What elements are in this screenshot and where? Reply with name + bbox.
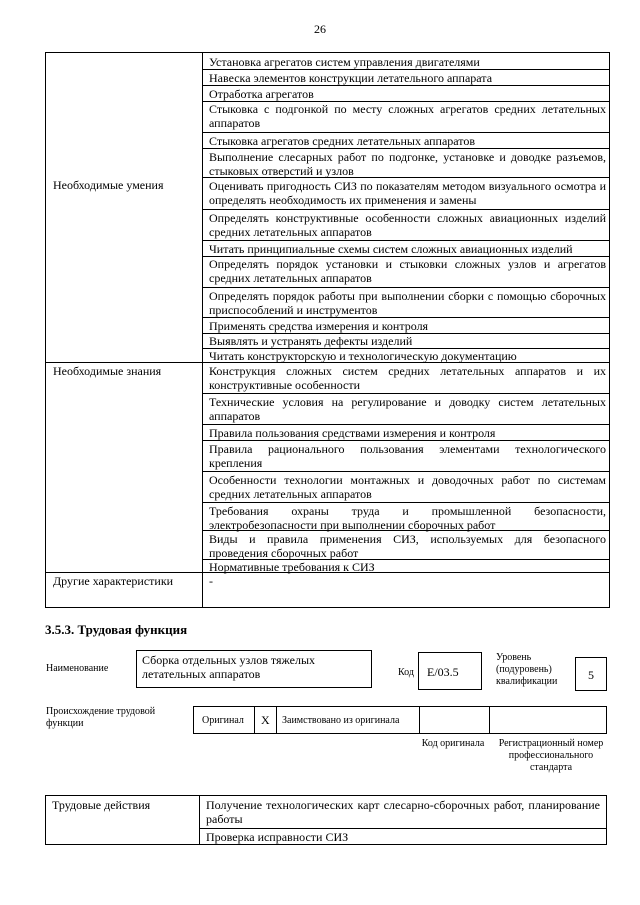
knowledge-row: Нормативные требования к СИЗ	[209, 560, 375, 574]
table-row: Стыковка с подгонкой по месту сложных агрегатов средних летательных аппаратов	[209, 102, 606, 130]
knowledge-row: Правила рационального пользования элементами технологического крепления	[209, 442, 606, 470]
knowledge-row: Правила пользования средствами измерения и контроля	[209, 426, 496, 440]
table-row: Стыковка агрегатов средних летательных аппаратов	[209, 134, 476, 148]
table-row: Отработка агрегатов	[209, 87, 314, 101]
skill-row: Читать конструкторскую и технологическую документацию	[209, 349, 517, 363]
level-value-box	[575, 657, 607, 691]
code-label: Код	[398, 667, 414, 678]
section-title: 3.5.3. Трудовая функция	[45, 622, 188, 637]
knowledge-row: Особенности технологии монтажных и доводочных работ по системам средних летательных аппаратов	[209, 473, 606, 501]
level-value: 5	[588, 668, 594, 682]
actions-label-cell	[46, 796, 200, 844]
origin-table	[193, 706, 607, 734]
other-value: -	[209, 574, 213, 588]
table-row: Выполнение слесарных работ по подгонке, установке и доводке разъемов, стыковых отверстий и узлов	[209, 150, 606, 178]
skill-row: Определять конструктивные особенности сложных авиационных изделий средних летательных аппаратов	[209, 211, 606, 239]
actions-label: Трудовые действия	[52, 798, 151, 812]
requirements-table	[45, 52, 610, 608]
action-row: Получение технологических карт слесарно-сборочных работ, планирование работы	[206, 798, 600, 826]
knowledge-row: Виды и правила применения СИЗ, используемых для безопасного проведения сборочных работ	[209, 532, 606, 560]
skill-row: Определять порядок установки и стыковки сложных узлов и агрегатов средних летательных аппаратов	[209, 257, 606, 285]
actions-table	[45, 795, 607, 845]
skill-row: Определять порядок работы при выполнении сборки с помощью сборочных приспособлений и инструментов	[209, 289, 606, 317]
code-value-box	[418, 652, 482, 690]
knowledge-label: Необходимые знания	[53, 364, 162, 378]
name-label: Наименование	[46, 663, 109, 674]
origin-code-label: Код оригинала	[421, 738, 485, 749]
original-label: Оригинал	[202, 715, 244, 726]
name-value: Сборка отдельных узлов тяжелых летательных аппаратов	[142, 653, 316, 681]
other-label: Другие характеристики	[53, 574, 174, 588]
skill-row: Применять средства измерения и контроля	[209, 319, 429, 333]
original-mark: X	[261, 713, 270, 727]
knowledge-row: Требования охраны труда и промышленной безопасности, электробезопасности при выполнении сборочных работ	[209, 504, 606, 532]
reg-number-label: Регистрационный номер профессионального стандарта	[498, 738, 604, 773]
knowledge-row: Технические условия на регулирование и доводку систем летательных аппаратов	[209, 395, 606, 423]
name-value-box	[136, 650, 372, 688]
skills-label: Необходимые умения	[53, 178, 164, 192]
skill-row: Оценивать пригодность СИЗ по показателям методом визуального осмотра и определять необходимость их применения и замены	[209, 179, 606, 207]
table-row: Навеска элементов конструкции летательного аппарата	[209, 71, 493, 85]
origin-label: Происхождение трудовой функции	[46, 706, 156, 729]
category-column	[46, 53, 203, 607]
borrowed-label: Заимствовано из оригинала	[282, 715, 400, 726]
knowledge-row: Конструкция сложных систем средних летательных аппаратов и их конструктивные особенности	[209, 364, 606, 392]
page-number: 26	[314, 22, 326, 36]
table-row: Установка агрегатов систем управления двигателями	[209, 55, 480, 69]
action-row: Проверка исправности СИЗ	[206, 830, 349, 844]
description-column	[203, 53, 609, 607]
code-value: E/03.5	[427, 665, 459, 679]
skill-row: Выявлять и устранять дефекты изделий	[209, 334, 413, 348]
skill-row: Читать принципиальные схемы систем сложных авиационных изделий	[209, 242, 573, 256]
level-label: Уровень (подуровень) квалификации	[496, 652, 558, 687]
